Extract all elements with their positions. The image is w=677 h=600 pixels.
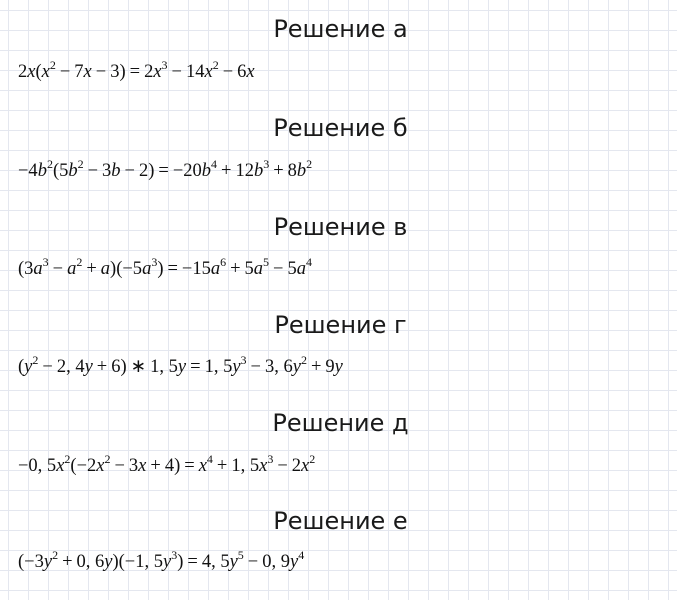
solution-formula-e: ($-3y^2 + 0$, 6y)(−1, $5y^3) = 4$, $5y^5 - 0$, $9y^4$ bbox=[18, 547, 305, 572]
solution-heading-g: Решение г bbox=[274, 311, 407, 339]
solution-formula-g: ($y^2 - 2$, 4y + 6) ∗ 1, 5y = 1, $5y^3 - 3$, $6y^2 + 9y$ bbox=[18, 352, 343, 377]
solution-heading-b: Решение б bbox=[273, 114, 408, 142]
solution-formula-b: $-4b^2(5b^2 - 3b - 2) = -20b^4 + 12b^3 + 8b^2$ bbox=[18, 156, 313, 181]
solution-heading-e: Решение е bbox=[273, 507, 408, 535]
solution-heading-v: Решение в bbox=[273, 213, 408, 241]
solution-formula-v: $(3a^3 - a^2 + a)(-5a^3) = -15a^6 + 5a^5 - 5a^4$ bbox=[18, 254, 312, 279]
solution-heading-a: Решение а bbox=[273, 15, 408, 43]
solution-heading-d: Решение д bbox=[272, 409, 409, 437]
solution-formula-a: $2x(x^2 - 7x - 3) = 2x^3 - 14x^2 - 6x$ bbox=[18, 57, 255, 82]
solution-formula-d: −0, $5x^2(-2x^2 - 3x + 4) = x^4 + 1$, $5x^3 - 2x^2$ bbox=[18, 451, 316, 476]
